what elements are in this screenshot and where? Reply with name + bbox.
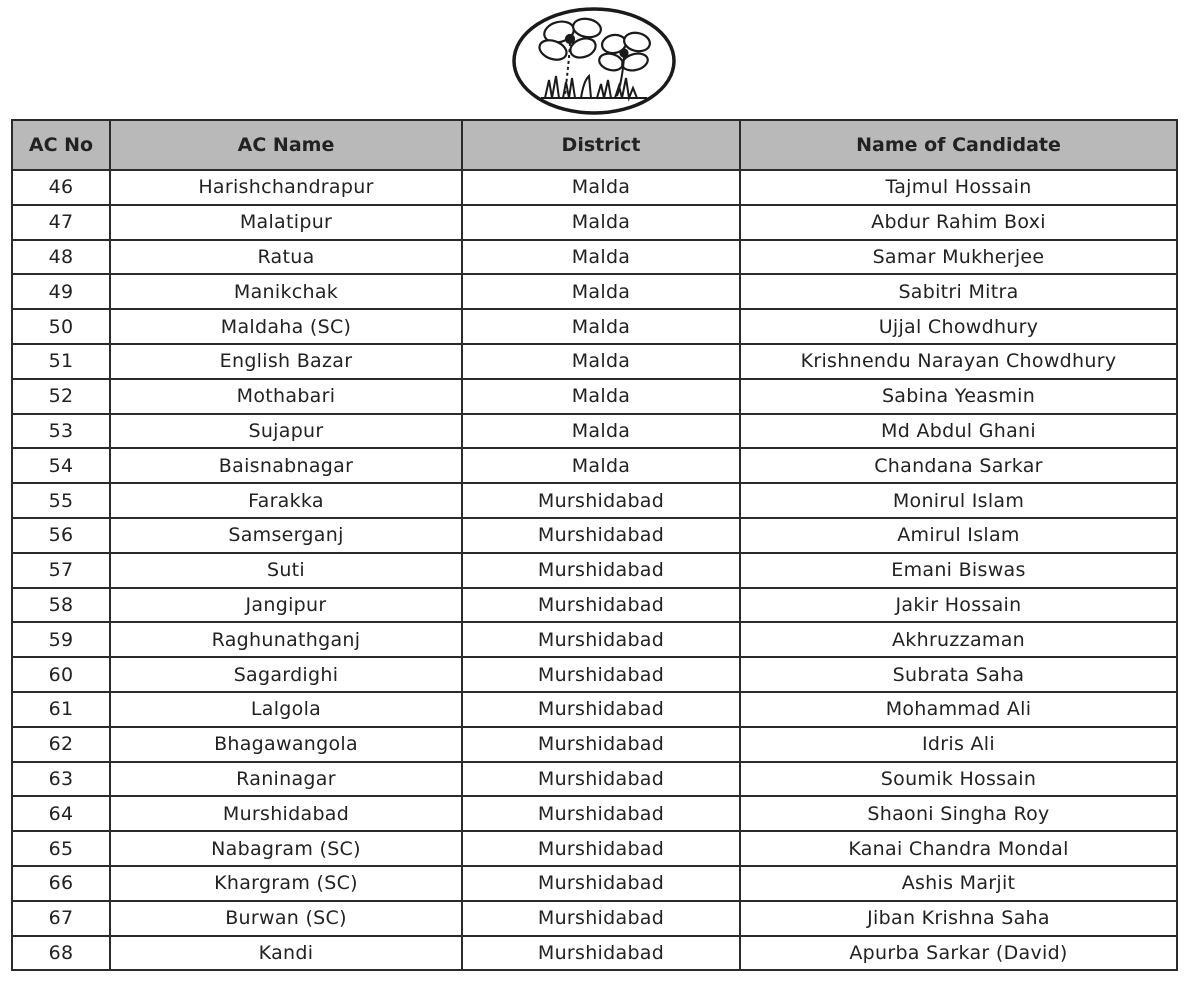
table-row: [12, 622, 1177, 657]
cell-ac-name: Sujapur: [110, 414, 462, 449]
cell-candidate-name: Apurba Sarkar (David): [740, 936, 1177, 971]
cell-ac-name: Ratua: [110, 240, 462, 275]
table-row: [12, 901, 1177, 936]
cell-district: Murshidabad: [462, 866, 740, 901]
table-row: [12, 657, 1177, 692]
cell-ac-name: Raghunathganj: [110, 622, 462, 657]
cell-ac-name: Mothabari: [110, 379, 462, 414]
table-row: [12, 344, 1177, 379]
cell-ac-no: 63: [12, 762, 110, 797]
cell-district: Malda: [462, 309, 740, 344]
cell-ac-no: 53: [12, 414, 110, 449]
column-header-ac-name: AC Name: [110, 120, 462, 170]
table-row: [12, 727, 1177, 762]
cell-district: Murshidabad: [462, 796, 740, 831]
table-row: [12, 170, 1177, 205]
cell-ac-no: 65: [12, 831, 110, 866]
table-row: [12, 240, 1177, 275]
twin-flowers-party-emblem-icon: [511, 6, 677, 116]
cell-district: Murshidabad: [462, 483, 740, 518]
cell-ac-no: 67: [12, 901, 110, 936]
cell-ac-name: Harishchandrapur: [110, 170, 462, 205]
cell-candidate-name: Idris Ali: [740, 727, 1177, 762]
table-row: [12, 274, 1177, 309]
cell-ac-name: Baisnabnagar: [110, 448, 462, 483]
table-row: [12, 762, 1177, 797]
cell-district: Murshidabad: [462, 553, 740, 588]
cell-ac-no: 64: [12, 796, 110, 831]
cell-candidate-name: Tajmul Hossain: [740, 170, 1177, 205]
cell-ac-no: 62: [12, 727, 110, 762]
cell-ac-name: Nabagram (SC): [110, 831, 462, 866]
cell-candidate-name: Md Abdul Ghani: [740, 414, 1177, 449]
column-header-ac-no: AC No: [12, 120, 110, 170]
cell-ac-no: 59: [12, 622, 110, 657]
cell-candidate-name: Shaoni Singha Roy: [740, 796, 1177, 831]
cell-ac-name: Suti: [110, 553, 462, 588]
candidate-table: [11, 119, 1178, 971]
cell-ac-name: Burwan (SC): [110, 901, 462, 936]
column-header-district: District: [462, 120, 740, 170]
cell-ac-name: Jangipur: [110, 588, 462, 623]
cell-ac-no: 61: [12, 692, 110, 727]
cell-candidate-name: Ujjal Chowdhury: [740, 309, 1177, 344]
cell-district: Murshidabad: [462, 657, 740, 692]
cell-district: Murshidabad: [462, 762, 740, 797]
cell-ac-no: 57: [12, 553, 110, 588]
cell-district: Murshidabad: [462, 692, 740, 727]
cell-candidate-name: Monirul Islam: [740, 483, 1177, 518]
cell-district: Malda: [462, 240, 740, 275]
cell-district: Murshidabad: [462, 831, 740, 866]
cell-candidate-name: Akhruzzaman: [740, 622, 1177, 657]
cell-ac-no: 55: [12, 483, 110, 518]
cell-ac-name: Samserganj: [110, 518, 462, 553]
table-header-row: [12, 120, 1177, 170]
cell-ac-name: Sagardighi: [110, 657, 462, 692]
cell-district: Murshidabad: [462, 727, 740, 762]
cell-district: Malda: [462, 170, 740, 205]
column-header-candidate-name: Name of Candidate: [740, 120, 1177, 170]
cell-candidate-name: Abdur Rahim Boxi: [740, 205, 1177, 240]
cell-candidate-name: Jakir Hossain: [740, 588, 1177, 623]
cell-ac-no: 51: [12, 344, 110, 379]
cell-ac-name: Raninagar: [110, 762, 462, 797]
cell-ac-no: 52: [12, 379, 110, 414]
cell-district: Malda: [462, 448, 740, 483]
cell-ac-no: 54: [12, 448, 110, 483]
table-row: [12, 379, 1177, 414]
cell-district: Malda: [462, 205, 740, 240]
cell-district: Murshidabad: [462, 518, 740, 553]
cell-ac-no: 56: [12, 518, 110, 553]
cell-ac-no: 46: [12, 170, 110, 205]
cell-ac-name: Maldaha (SC): [110, 309, 462, 344]
table-row: [12, 309, 1177, 344]
cell-ac-name: Malatipur: [110, 205, 462, 240]
table-row: [12, 588, 1177, 623]
cell-candidate-name: Kanai Chandra Mondal: [740, 831, 1177, 866]
cell-candidate-name: Soumik Hossain: [740, 762, 1177, 797]
cell-candidate-name: Mohammad Ali: [740, 692, 1177, 727]
cell-district: Murshidabad: [462, 588, 740, 623]
table-row: [12, 414, 1177, 449]
cell-district: Murshidabad: [462, 936, 740, 971]
cell-ac-name: English Bazar: [110, 344, 462, 379]
cell-candidate-name: Amirul Islam: [740, 518, 1177, 553]
table-row: [12, 448, 1177, 483]
cell-district: Malda: [462, 274, 740, 309]
cell-candidate-name: Chandana Sarkar: [740, 448, 1177, 483]
table-row: [12, 936, 1177, 971]
cell-ac-no: 50: [12, 309, 110, 344]
cell-ac-name: Bhagawangola: [110, 727, 462, 762]
cell-candidate-name: Krishnendu Narayan Chowdhury: [740, 344, 1177, 379]
cell-candidate-name: Sabitri Mitra: [740, 274, 1177, 309]
cell-district: Malda: [462, 344, 740, 379]
cell-candidate-name: Emani Biswas: [740, 553, 1177, 588]
cell-candidate-name: Sabina Yeasmin: [740, 379, 1177, 414]
cell-ac-name: Farakka: [110, 483, 462, 518]
cell-district: Murshidabad: [462, 622, 740, 657]
cell-ac-name: Kandi: [110, 936, 462, 971]
cell-ac-no: 47: [12, 205, 110, 240]
table-row: [12, 831, 1177, 866]
table-row: [12, 866, 1177, 901]
cell-district: Murshidabad: [462, 901, 740, 936]
cell-ac-name: Khargram (SC): [110, 866, 462, 901]
cell-candidate-name: Ashis Marjit: [740, 866, 1177, 901]
table-row: [12, 796, 1177, 831]
cell-candidate-name: Samar Mukherjee: [740, 240, 1177, 275]
cell-ac-name: Murshidabad: [110, 796, 462, 831]
cell-candidate-name: Subrata Saha: [740, 657, 1177, 692]
table-row: [12, 518, 1177, 553]
cell-ac-no: 49: [12, 274, 110, 309]
table-row: [12, 483, 1177, 518]
table-row: [12, 553, 1177, 588]
cell-ac-no: 58: [12, 588, 110, 623]
cell-ac-no: 66: [12, 866, 110, 901]
cell-ac-name: Manikchak: [110, 274, 462, 309]
table-row: [12, 205, 1177, 240]
cell-ac-name: Lalgola: [110, 692, 462, 727]
cell-district: Malda: [462, 379, 740, 414]
cell-ac-no: 48: [12, 240, 110, 275]
cell-candidate-name: Jiban Krishna Saha: [740, 901, 1177, 936]
cell-ac-no: 60: [12, 657, 110, 692]
cell-district: Malda: [462, 414, 740, 449]
cell-ac-no: 68: [12, 936, 110, 971]
table-row: [12, 692, 1177, 727]
